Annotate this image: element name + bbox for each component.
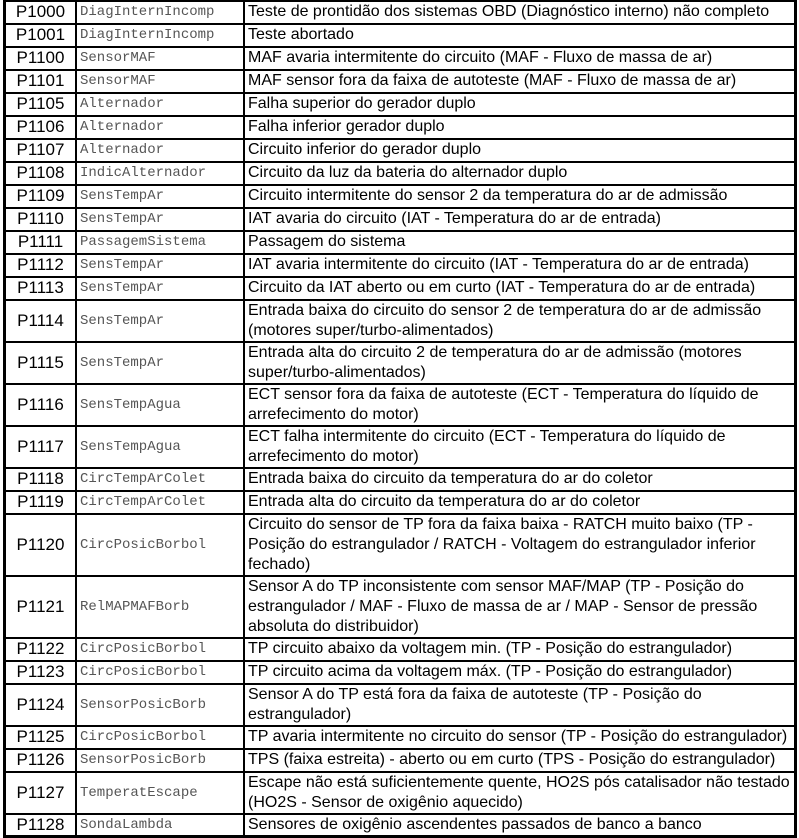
dtc-code: P1108	[5, 162, 77, 185]
table-row	[5, 384, 796, 426]
dtc-short-name: CircPosicBorbol	[76, 726, 244, 749]
dtc-code: P1125	[5, 726, 77, 749]
dtc-description: Sensor A do TP está fora da faixa de autoteste (TP - Posição do estrangulador)	[244, 684, 796, 726]
table-row	[5, 185, 796, 208]
dtc-description: Entrada alta do circuito 2 de temperatura do ar de admissão (motores super/turbo-alimentados)	[244, 342, 796, 384]
dtc-short-name: TemperatEscape	[76, 772, 244, 814]
dtc-code: P1110	[5, 208, 77, 231]
dtc-short-name: SondaLambda	[76, 814, 244, 837]
table-row	[5, 93, 796, 116]
dtc-description: TP avaria intermitente no circuito do sensor (TP - Posição do estrangulador)	[244, 726, 796, 749]
dtc-code: P1112	[5, 254, 77, 277]
dtc-short-name: Alternador	[76, 139, 244, 162]
dtc-code: P1114	[5, 300, 77, 342]
dtc-code: P1100	[5, 47, 77, 70]
table-row	[5, 116, 796, 139]
dtc-short-name: SensorPosicBorb	[76, 684, 244, 726]
dtc-short-name: IndicAlternador	[76, 162, 244, 185]
dtc-code-table	[3, 0, 797, 838]
dtc-description: Falha superior do gerador duplo	[244, 93, 796, 116]
dtc-short-name: CircPosicBorbol	[76, 638, 244, 661]
dtc-short-name: RelMAPMAFBorb	[76, 576, 244, 638]
dtc-code: P1120	[5, 514, 77, 576]
dtc-code: P1119	[5, 491, 77, 514]
dtc-short-name: SensTempAr	[76, 208, 244, 231]
dtc-code: P1115	[5, 342, 77, 384]
dtc-description: Falha inferior gerador duplo	[244, 116, 796, 139]
table-row	[5, 576, 796, 638]
table-row	[5, 1, 796, 24]
table-row	[5, 814, 796, 837]
table-row	[5, 638, 796, 661]
dtc-short-name: CircPosicBorbol	[76, 661, 244, 684]
dtc-description: Circuito inferior do gerador duplo	[244, 139, 796, 162]
dtc-short-name: SensorPosicBorb	[76, 749, 244, 772]
dtc-short-name: SensTempAr	[76, 342, 244, 384]
dtc-description: Escape não está suficientemente quente, HO2S pós catalisador não testado (HO2S - Sensor de oxigênio aquecido)	[244, 772, 796, 814]
dtc-code: P1000	[5, 1, 77, 24]
table-row	[5, 514, 796, 576]
dtc-description: Passagem do sistema	[244, 231, 796, 254]
dtc-description: ECT sensor fora da faixa de autoteste (ECT - Temperatura do líquido de arrefecimento do motor)	[244, 384, 796, 426]
dtc-description: Circuito da luz da bateria do alternador duplo	[244, 162, 796, 185]
dtc-short-name: CircPosicBorbol	[76, 514, 244, 576]
dtc-code: P1127	[5, 772, 77, 814]
dtc-code: P1113	[5, 277, 77, 300]
table-row	[5, 162, 796, 185]
dtc-code: P1001	[5, 24, 77, 47]
dtc-table-body	[5, 1, 796, 837]
dtc-code: P1121	[5, 576, 77, 638]
dtc-short-name: DiagInternIncomp	[76, 24, 244, 47]
dtc-code: P1124	[5, 684, 77, 726]
dtc-short-name: SensTempAgua	[76, 426, 244, 468]
dtc-description: Teste de prontidão dos sistemas OBD (Diagnóstico interno) não completo	[244, 1, 796, 24]
dtc-code: P1109	[5, 185, 77, 208]
dtc-description: MAF avaria intermitente do circuito (MAF - Fluxo de massa de ar)	[244, 47, 796, 70]
dtc-short-name: CircTempArColet	[76, 468, 244, 491]
dtc-short-name: SensTempAr	[76, 277, 244, 300]
dtc-description: IAT avaria intermitente do circuito (IAT - Temperatura do ar de entrada)	[244, 254, 796, 277]
dtc-short-name: CircTempArColet	[76, 491, 244, 514]
dtc-short-name: Alternador	[76, 116, 244, 139]
dtc-short-name: SensTempAgua	[76, 384, 244, 426]
dtc-code: P1118	[5, 468, 77, 491]
table-row	[5, 468, 796, 491]
dtc-description: Circuito intermitente do sensor 2 da temperatura do ar de admissão	[244, 185, 796, 208]
dtc-code: P1107	[5, 139, 77, 162]
dtc-code: P1128	[5, 814, 77, 837]
table-row	[5, 70, 796, 93]
dtc-short-name: SensorMAF	[76, 70, 244, 93]
dtc-code: P1117	[5, 426, 77, 468]
dtc-short-name: PassagemSistema	[76, 231, 244, 254]
table-row	[5, 749, 796, 772]
dtc-short-name: SensorMAF	[76, 47, 244, 70]
dtc-description: Sensores de oxigênio ascendentes passados de banco a banco	[244, 814, 796, 837]
dtc-short-name: SensTempAr	[76, 254, 244, 277]
dtc-code: P1111	[5, 231, 77, 254]
dtc-code: P1106	[5, 116, 77, 139]
dtc-code: P1101	[5, 70, 77, 93]
dtc-short-name: SensTempAr	[76, 300, 244, 342]
dtc-code: P1105	[5, 93, 77, 116]
dtc-description: ECT falha intermitente do circuito (ECT - Temperatura do líquido de arrefecimento do motor)	[244, 426, 796, 468]
table-row	[5, 139, 796, 162]
table-row	[5, 208, 796, 231]
dtc-description: Circuito do sensor de TP fora da faixa baixa - RATCH muito baixo (TP - Posição do estrangulador / RATCH - Voltagem do estrangulador inferior fechado)	[244, 514, 796, 576]
dtc-description: Circuito da IAT aberto ou em curto (IAT - Temperatura do ar de entrada)	[244, 277, 796, 300]
dtc-description: Entrada alta do circuito da temperatura do ar do coletor	[244, 491, 796, 514]
table-row	[5, 24, 796, 47]
dtc-code: P1123	[5, 661, 77, 684]
table-row	[5, 726, 796, 749]
dtc-code: P1126	[5, 749, 77, 772]
table-row	[5, 277, 796, 300]
table-row	[5, 491, 796, 514]
dtc-code: P1116	[5, 384, 77, 426]
table-row	[5, 47, 796, 70]
table-row	[5, 684, 796, 726]
table-row	[5, 254, 796, 277]
table-row	[5, 772, 796, 814]
dtc-short-name: SensTempAr	[76, 185, 244, 208]
table-row	[5, 661, 796, 684]
dtc-code: P1122	[5, 638, 77, 661]
dtc-description: TPS (faixa estreita) - aberto ou em curto (TPS - Posição do estrangulador)	[244, 749, 796, 772]
dtc-description: TP circuito acima da voltagem máx. (TP - Posição do estrangulador)	[244, 661, 796, 684]
dtc-description: Sensor A do TP inconsistente com sensor MAF/MAP (TP - Posição do estrangulador / MAF - Fluxo de massa de ar / MAP - Sensor de pressão absoluta do distribuidor)	[244, 576, 796, 638]
dtc-short-name: Alternador	[76, 93, 244, 116]
table-row	[5, 342, 796, 384]
dtc-description: Entrada baixa do circuito do sensor 2 de temperatura do ar de admissão (motores super/turbo-alimentados)	[244, 300, 796, 342]
dtc-table-container	[3, 0, 797, 838]
dtc-description: Entrada baixa do circuito da temperatura do ar do coletor	[244, 468, 796, 491]
table-row	[5, 300, 796, 342]
table-row	[5, 426, 796, 468]
dtc-description: MAF sensor fora da faixa de autoteste (MAF - Fluxo de massa de ar)	[244, 70, 796, 93]
dtc-description: IAT avaria do circuito (IAT - Temperatura do ar de entrada)	[244, 208, 796, 231]
dtc-description: Teste abortado	[244, 24, 796, 47]
dtc-description: TP circuito abaixo da voltagem min. (TP - Posição do estrangulador)	[244, 638, 796, 661]
dtc-short-name: DiagInternIncomp	[76, 1, 244, 24]
table-row	[5, 231, 796, 254]
